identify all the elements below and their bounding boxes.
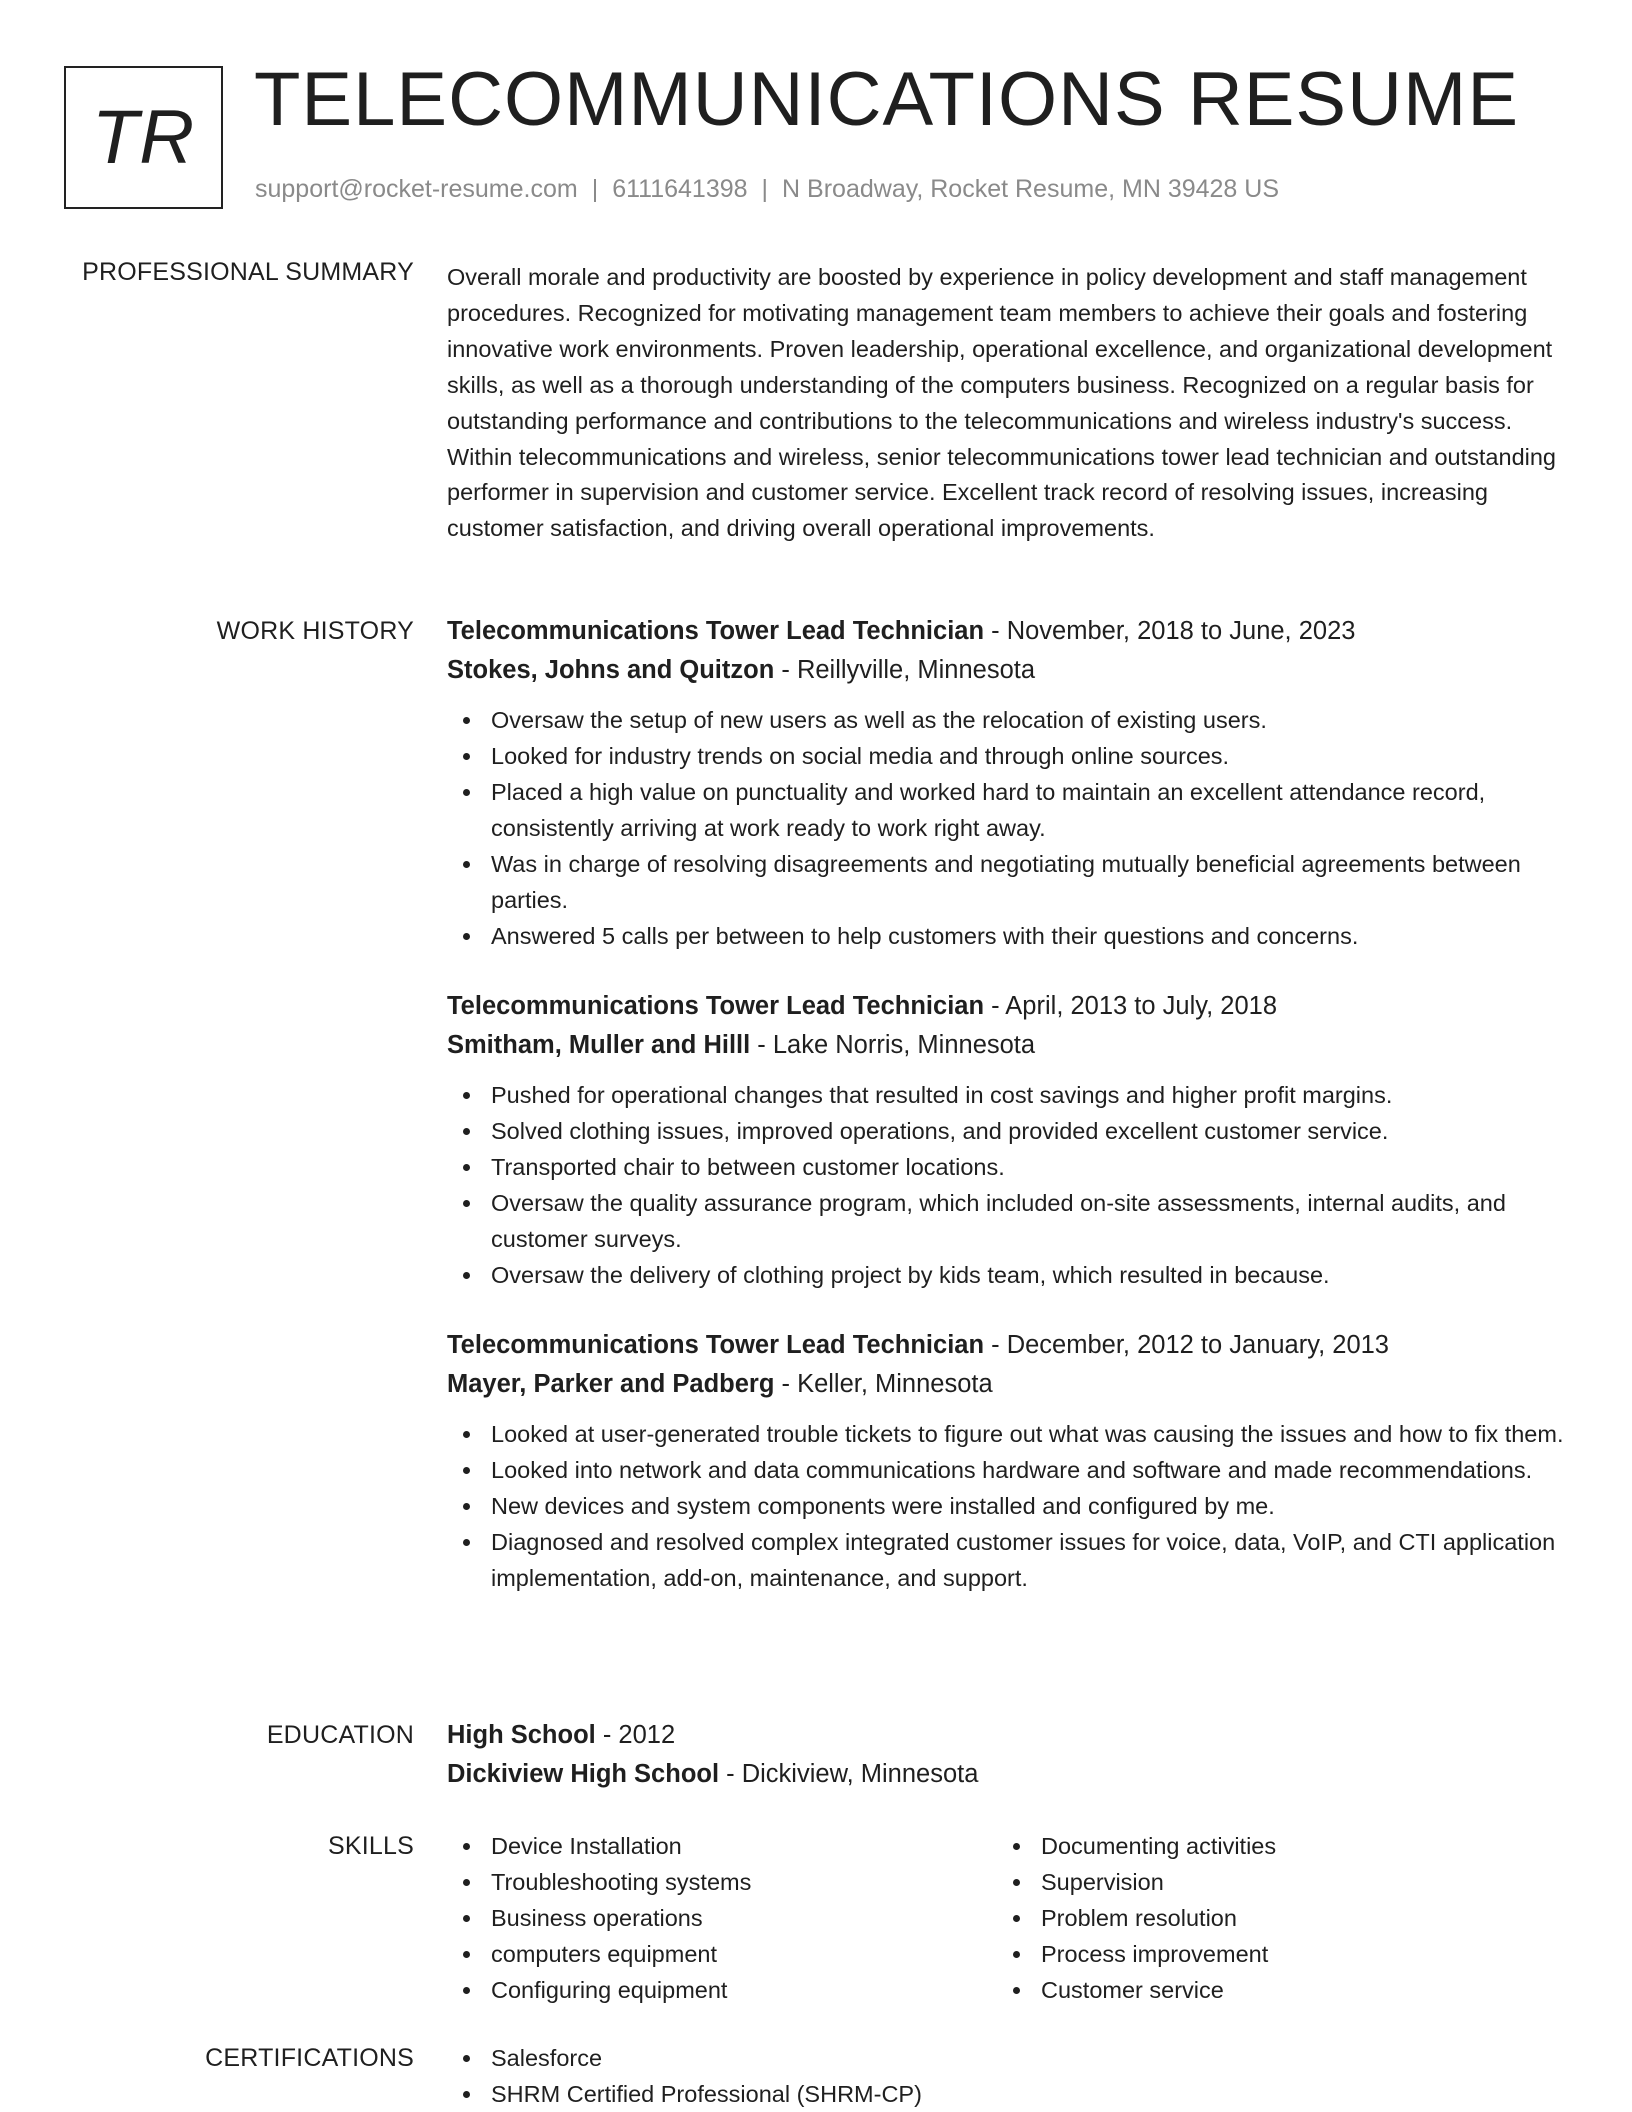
- skill-item: Supervision: [997, 1864, 1547, 1900]
- job-bullet: Looked at user-generated trouble tickets to figure out what was causing the issues and how to fix them.: [447, 1416, 1567, 1452]
- job-title-line: [447, 612, 1567, 651]
- certifications-list: [447, 2040, 1567, 2112]
- education-degree-line: [447, 1716, 1567, 1755]
- job-company: Smitham, Muller and Hilll: [447, 1031, 751, 1059]
- job-location: - Reillyville, Minnesota: [774, 656, 1036, 684]
- contact-email: support@rocket-resume.com: [255, 175, 578, 203]
- education-location: - Dickiview, Minnesota: [719, 1760, 979, 1788]
- job-title-line: [447, 1326, 1567, 1365]
- job-dates: - December, 2012 to January, 2013: [984, 1331, 1389, 1359]
- skills-column-left: [447, 1828, 997, 2008]
- skill-item: Problem resolution: [997, 1900, 1547, 1936]
- education-label: EDUCATION: [266, 1721, 414, 1749]
- job-title: Telecommunications Tower Lead Technician: [447, 1331, 985, 1359]
- skill-item: Troubleshooting systems: [447, 1864, 997, 1900]
- certification-item: Salesforce: [447, 2040, 1567, 2076]
- job-entry: [447, 987, 1567, 1293]
- job-bullet: Answered 5 calls per between to help customers with their questions and concerns.: [447, 918, 1567, 954]
- job-bullet: Oversaw the quality assurance program, which included on-site assessments, internal audits, and customer surveys.: [447, 1185, 1567, 1257]
- job-location: - Keller, Minnesota: [774, 1370, 993, 1398]
- job-company-line: [447, 1026, 1567, 1065]
- skill-item: Customer service: [997, 1972, 1547, 2008]
- job-bullet: Transported chair to between customer locations.: [447, 1149, 1567, 1185]
- contact-phone: 6111641398: [612, 175, 748, 203]
- job-dates: - November, 2018 to June, 2023: [984, 617, 1356, 645]
- skill-item: Business operations: [447, 1900, 997, 1936]
- education-degree: High School: [447, 1721, 596, 1749]
- skill-item: Documenting activities: [997, 1828, 1547, 1864]
- job-bullets: [447, 1077, 1567, 1293]
- job-bullet: Diagnosed and resolved complex integrated customer issues for voice, data, VoIP, and CTI application implementation, add-on, maintenance, and support.: [447, 1524, 1567, 1596]
- summary-label: PROFESSIONAL SUMMARY: [82, 258, 414, 286]
- job-dates: - April, 2013 to July, 2018: [984, 992, 1277, 1020]
- job-company-line: [447, 651, 1567, 690]
- job-bullet: Was in charge of resolving disagreements and negotiating mutually beneficial agreements between parties.: [447, 846, 1567, 918]
- contact-line: [255, 175, 1279, 204]
- job-title-line: [447, 987, 1567, 1026]
- monogram-badge: TR: [64, 66, 223, 209]
- skills-columns: [447, 1828, 1567, 2008]
- job-entry: [447, 612, 1567, 954]
- job-company: Stokes, Johns and Quitzon: [447, 656, 775, 684]
- job-bullets: [447, 1416, 1567, 1596]
- certification-item: SHRM Certified Professional (SHRM-CP): [447, 2076, 1567, 2112]
- job-bullet: Oversaw the delivery of clothing project by kids team, which resulted in because.: [447, 1257, 1567, 1293]
- skill-item: Configuring equipment: [447, 1972, 997, 2008]
- education-school-line: [447, 1755, 1567, 1794]
- work-history-label: WORK HISTORY: [216, 617, 414, 645]
- job-bullet: Solved clothing issues, improved operations, and provided excellent customer service.: [447, 1113, 1567, 1149]
- job-bullet: New devices and system components were installed and configured by me.: [447, 1488, 1567, 1524]
- job-company: Mayer, Parker and Padberg: [447, 1370, 775, 1398]
- education-year: - 2012: [595, 1721, 676, 1749]
- job-title: Telecommunications Tower Lead Technician: [447, 617, 985, 645]
- skill-item: computers equipment: [447, 1936, 997, 1972]
- job-bullet: Placed a high value on punctuality and worked hard to maintain an excellent attendance record, consistently arriving at work ready to work right away.: [447, 774, 1567, 846]
- job-bullet: Pushed for operational changes that resulted in cost savings and higher profit margins.: [447, 1077, 1567, 1113]
- resume-title: TELECOMMUNICATIONS RESUME: [254, 57, 1520, 142]
- contact-separator: |: [591, 175, 599, 203]
- job-bullet: Looked into network and data communications hardware and software and made recommendations.: [447, 1452, 1567, 1488]
- summary-text: Overall morale and productivity are boosted by experience in policy development and staff management procedures. Recognized for motivating management team members to achieve their goals and fostering innovative work environments. Proven leadership, operational excellence, and organizational development skills, as well as a thorough understanding of the computers business. Recognized on a regular basis for outstanding performance and contributions to the telecommunications and wireless industry's success. Within telecommunications and wireless, senior telecommunications tower lead technician and outstanding performer in supervision and customer service. Excellent track record of resolving issues, increasing customer satisfaction, and driving overall operational improvements.: [447, 264, 1556, 542]
- contact-address: N Broadway, Rocket Resume, MN 39428 US: [782, 175, 1280, 203]
- skill-item: Process improvement: [997, 1936, 1547, 1972]
- work-history-list: [447, 612, 1567, 1596]
- job-bullet: Looked for industry trends on social media and through online sources.: [447, 738, 1567, 774]
- skills-column-right: [997, 1828, 1547, 2008]
- job-entry: [447, 1326, 1567, 1596]
- skills-label: SKILLS: [328, 1832, 414, 1860]
- job-bullet: Oversaw the setup of new users as well as the relocation of existing users.: [447, 702, 1567, 738]
- education-school: Dickiview High School: [447, 1760, 720, 1788]
- skill-item: Device Installation: [447, 1828, 997, 1864]
- job-location: - Lake Norris, Minnesota: [750, 1031, 1036, 1059]
- certifications-body: [447, 2040, 1567, 2112]
- education-body: [447, 1716, 1567, 1794]
- job-bullets: [447, 702, 1567, 954]
- job-company-line: [447, 1365, 1567, 1404]
- certifications-label: CERTIFICATIONS: [205, 2044, 414, 2072]
- job-title: Telecommunications Tower Lead Technician: [447, 992, 985, 1020]
- contact-separator: |: [761, 175, 769, 203]
